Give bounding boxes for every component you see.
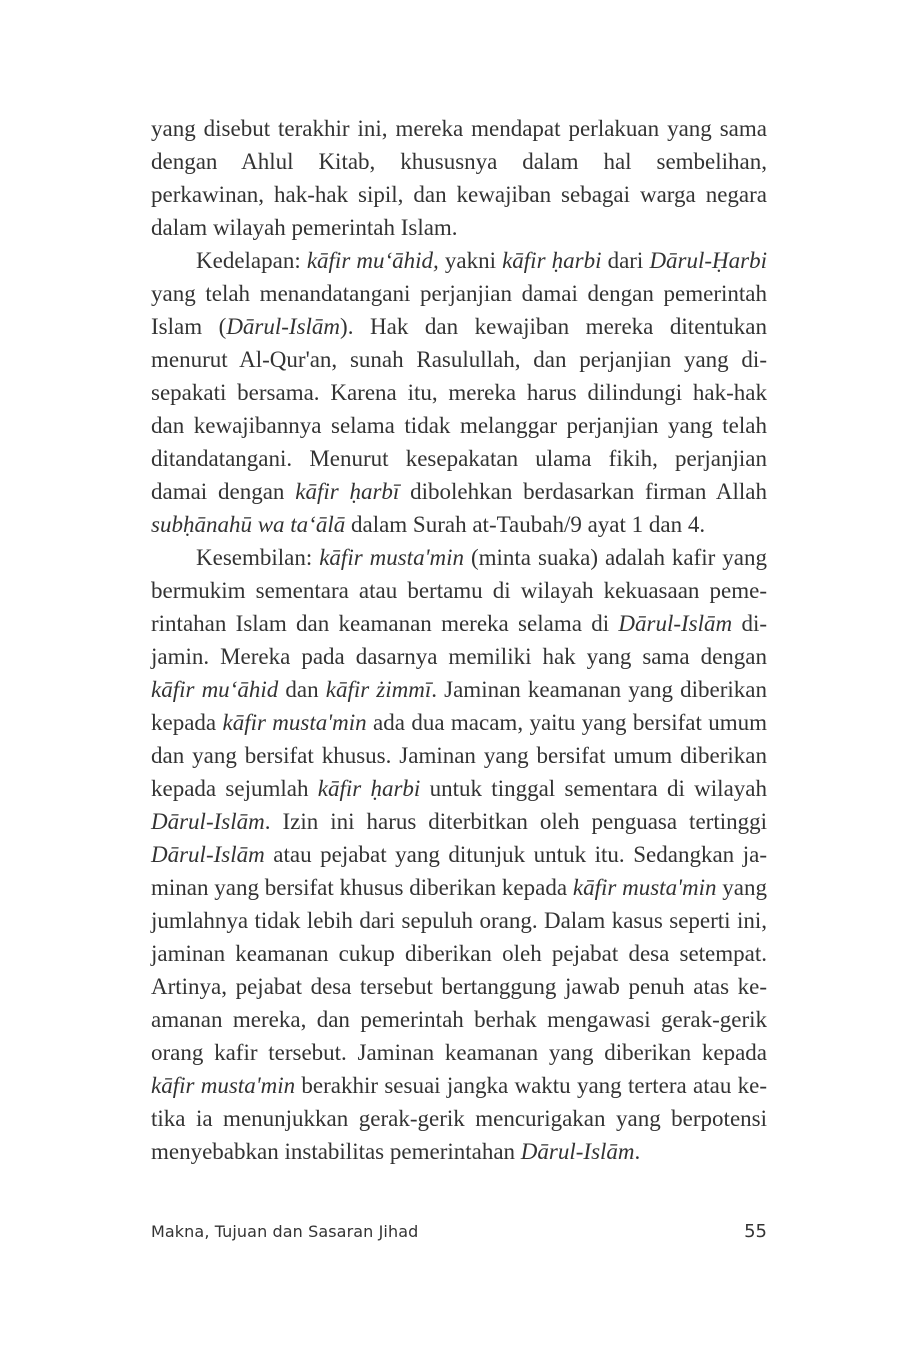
italic-term: kāfir ḥarbī <box>295 479 400 504</box>
text-run: Kesembilan: <box>196 545 320 570</box>
text-run: dibolehkan berdasarkan firman Allah <box>399 479 767 504</box>
italic-term: kāfir ḥarbi <box>317 776 421 801</box>
italic-term: Dārul-Islām <box>226 314 341 339</box>
italic-term: kāfir mu‘āhid <box>151 677 279 702</box>
body-text <box>151 112 767 1168</box>
text-run: dijamin. Mereka pada dasarnya memiliki hak yang sama dengan <box>151 611 768 669</box>
text-run: dari <box>601 248 650 273</box>
italic-term: Dārul-Islām <box>520 1139 635 1164</box>
italic-term: kāfir musta'min <box>222 710 367 735</box>
text-run: Kedelapan: <box>196 248 307 273</box>
italic-term: Dārul-Islām <box>618 611 733 636</box>
text-run: dalam Surah at-Taubah/9 ayat 1 dan 4. <box>345 512 706 537</box>
italic-term: kāfir ḥarbi <box>502 248 602 273</box>
text-run: . Jaminan keamanan yang diberikan kepada <box>151 677 767 735</box>
text-run: ada dua macam, yaitu yang bersifat umum dan yang bersifat khusus. Jaminan yang bersifat umum diberikan kepada sejumlah <box>151 710 767 801</box>
italic-term: kāfir musta'min <box>151 1073 296 1098</box>
paragraph-kesembilan <box>151 541 767 1168</box>
running-footer-title: Makna, Tujuan dan Sasaran Jihad <box>151 1222 419 1241</box>
text-run: . Izin ini harus diterbitkan oleh penguasa tertinggi <box>264 809 767 834</box>
paragraph-kedelapan <box>151 244 767 541</box>
text-run: untuk tinggal sementara di wilayah <box>420 776 767 801</box>
text-run: berakhir sesuai jangka waktu yang tertera atau ketika ia menunjukkan gerak-gerik mencurigakan yang berpotensi menyebabkan instabilitas pemerintahan <box>151 1073 767 1164</box>
italic-term: kāfir mu‘āhid, <box>306 248 439 273</box>
text-run: . <box>634 1139 641 1164</box>
text-run: yang jumlahnya tidak lebih dari sepuluh orang. Dalam kasus seperti ini, jaminan keamanan cukup diberikan oleh pejabat desa setempat. Artinya, pejabat desa tersebut bertanggung jawab penuh atas keamanan mereka, dan pemerintah berhak mengawasi gerak-gerik orang kafir tersebut. Jaminan keamanan yang diberikan kepada <box>151 875 768 1065</box>
text-run: yang disebut terakhir ini, mereka mendapat perlakuan yang sama dengan Ahlul Kitab, khususnya dalam hal sembelihan, perkawinan, hak-hak sipil, dan kewajiban sebagai warga negara dalam wilayah pemerintah Islam. <box>151 116 767 240</box>
italic-term: Dārul-Islām <box>151 842 265 867</box>
italic-term: Dārul-Ḥarbi <box>649 248 767 273</box>
paragraph-continuation <box>151 112 767 244</box>
italic-term: kāfir musta'min <box>572 875 717 900</box>
text-run: atau pejabat yang ditunjuk untuk itu. Sedangkan jaminan yang bersifat khusus diberikan kepada <box>151 842 767 900</box>
text-run: (minta suaka) adalah kafir yang bermukim sementara atau bertamu di wilayah kekuasaan pemerintahan Islam dan keamanan mereka selama di <box>151 545 768 636</box>
italic-term: kāfir żimmī <box>325 677 432 702</box>
italic-term: kāfir musta'min <box>319 545 464 570</box>
text-run: ). Hak dan kewajiban mereka ditentukan menurut Al-Qur'an, sunah Rasulullah, dan perjanjian yang disepakati bersama. Karena itu, mereka harus dilindungi hak-hak dan kewajibannya selama tidak melanggar perjanjian yang telah ditandatangani. Menurut kesepakatan ulama fikih, perjanjian damai dengan <box>151 314 767 504</box>
italic-term: subḥānahū wa ta‘ālā <box>151 512 346 537</box>
text-run: yang telah menandatangani perjanjian damai dengan pemerintah Islam ( <box>151 281 767 339</box>
page-number: 55 <box>744 1221 767 1242</box>
text-run: yakni <box>438 248 503 273</box>
italic-term: Dārul-Islām <box>151 809 265 834</box>
text-run: dan <box>278 677 326 702</box>
